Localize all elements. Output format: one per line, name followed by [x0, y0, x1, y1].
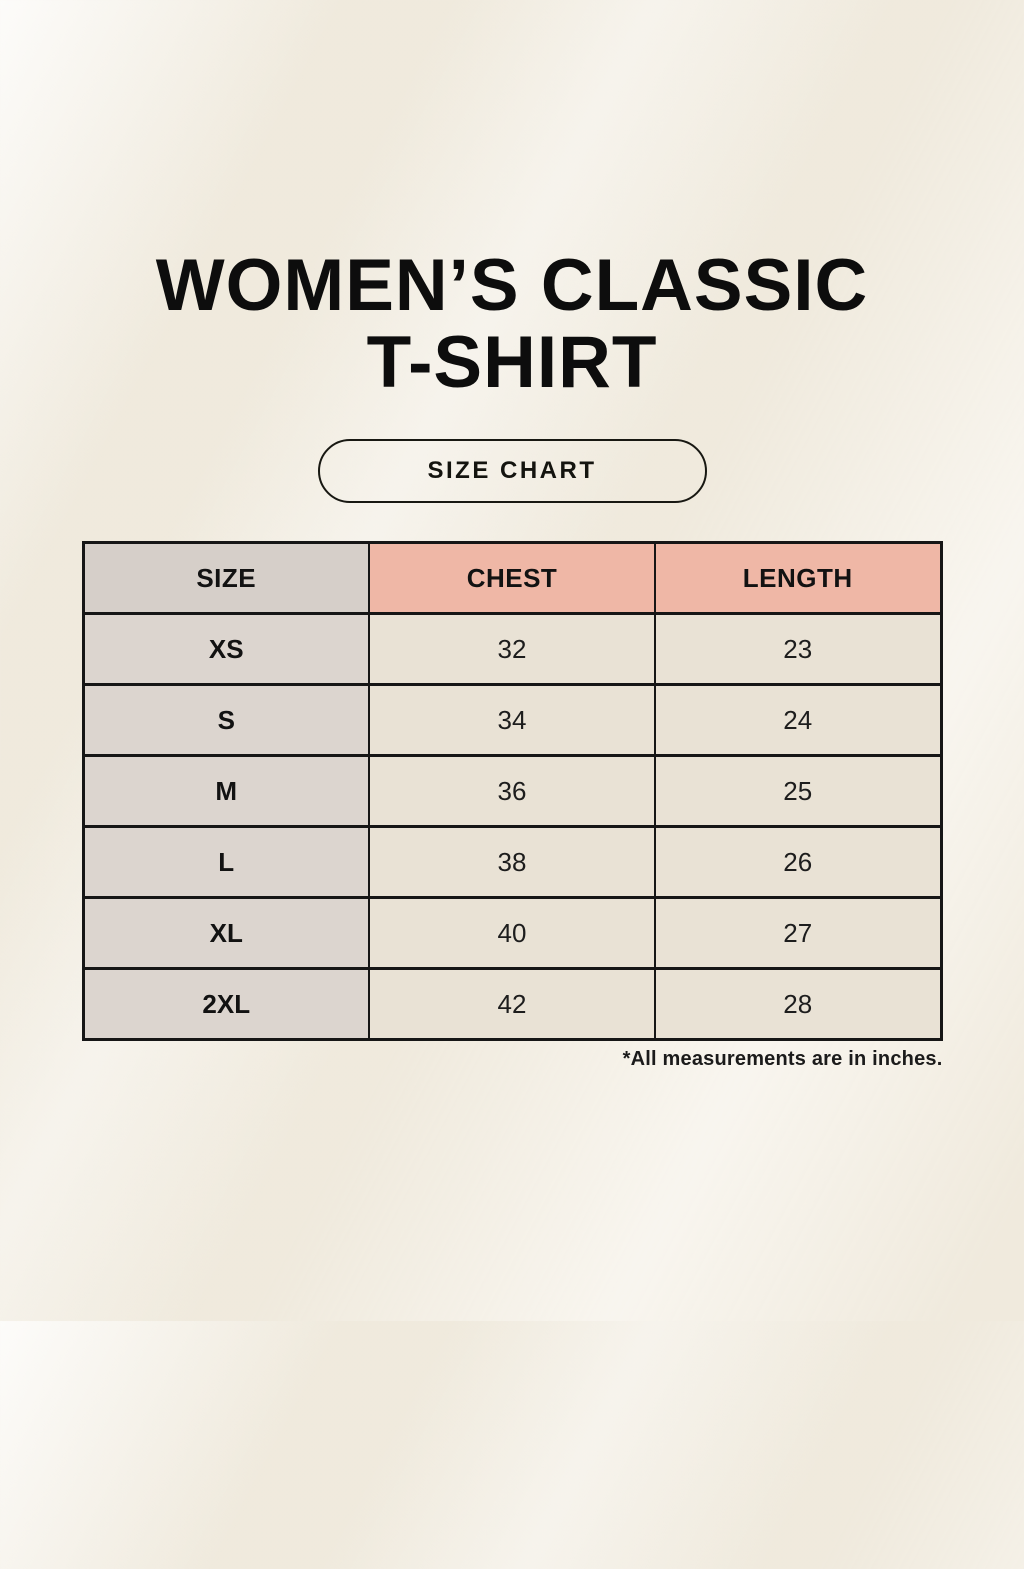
- length-cell: 28: [655, 969, 941, 1040]
- table-header: [83, 543, 941, 614]
- size-cell: L: [83, 827, 369, 898]
- table-row-xs: [83, 614, 941, 685]
- length-cell: 23: [655, 614, 941, 685]
- length-cell: 27: [655, 898, 941, 969]
- chest-cell: 34: [369, 685, 655, 756]
- chest-cell: 40: [369, 898, 655, 969]
- table-row-2xl: [83, 969, 941, 1040]
- size-chart-table: [82, 541, 943, 1041]
- column-header-chest: CHEST: [369, 543, 655, 614]
- column-header-size: SIZE: [83, 543, 369, 614]
- measurements-footnote: *All measurements are in inches.: [622, 1048, 943, 1071]
- table-row-xl: [83, 898, 941, 969]
- length-cell: 25: [655, 756, 941, 827]
- size-cell: M: [83, 756, 369, 827]
- page-title: [0, 245, 1024, 403]
- size-cell: XS: [83, 614, 369, 685]
- size-cell: XL: [83, 898, 369, 969]
- size-chart-page: [0, 245, 1024, 1071]
- size-cell: 2XL: [83, 969, 369, 1040]
- chest-cell: 32: [369, 614, 655, 685]
- chest-cell: 36: [369, 756, 655, 827]
- table-row-l: [83, 827, 941, 898]
- table-row-m: [83, 756, 941, 827]
- badge-container: [0, 439, 1024, 503]
- table-body: [83, 614, 941, 1040]
- chest-cell: 38: [369, 827, 655, 898]
- page-title-line2: T-SHIRT: [366, 321, 658, 403]
- length-cell: 24: [655, 685, 941, 756]
- table-row-s: [83, 685, 941, 756]
- size-cell: S: [83, 685, 369, 756]
- table-header-row: [83, 543, 941, 614]
- chest-cell: 42: [369, 969, 655, 1040]
- page-title-line1: WOMEN’S CLASSIC: [155, 245, 869, 326]
- column-header-length: LENGTH: [655, 543, 941, 614]
- size-chart-badge: SIZE CHART: [318, 439, 707, 503]
- length-cell: 26: [655, 827, 941, 898]
